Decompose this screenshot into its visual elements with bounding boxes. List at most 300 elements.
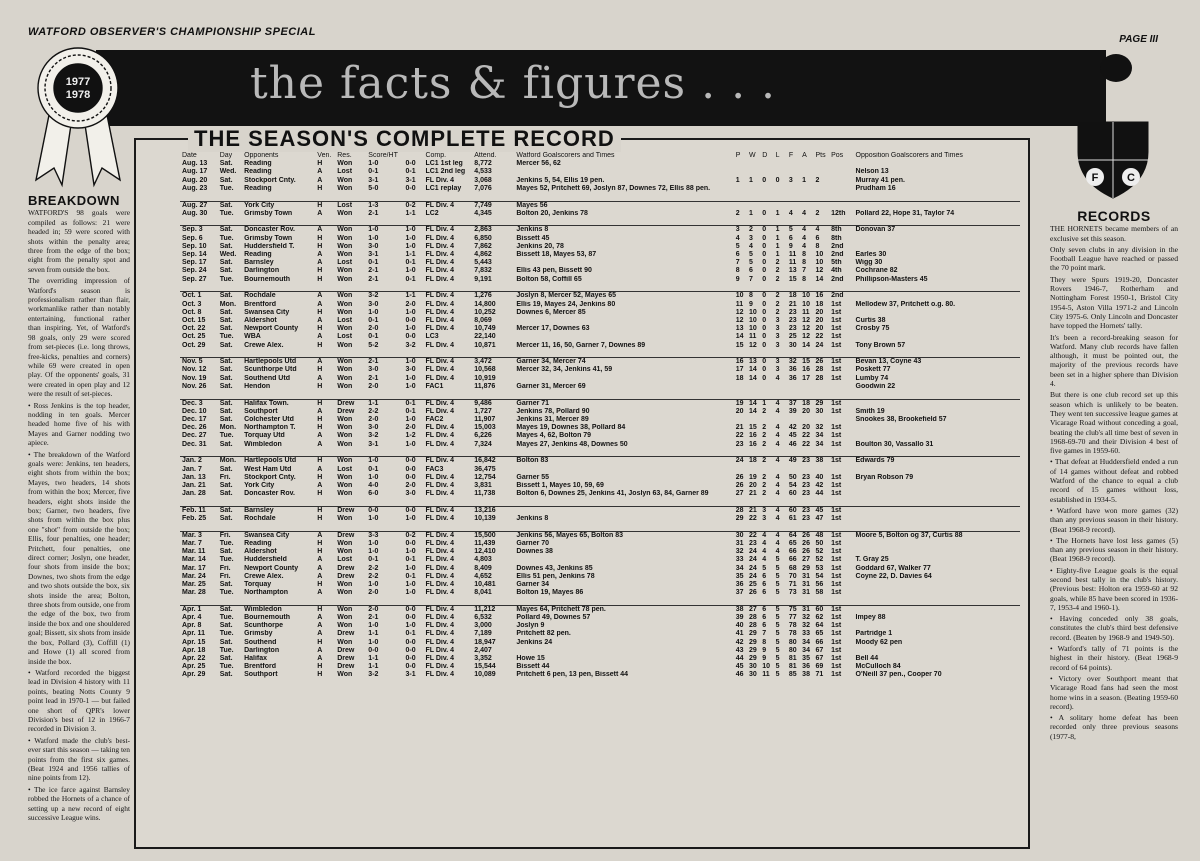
table-cell: 5 [775,614,780,622]
table-cell [800,185,813,193]
table-cell: Won [337,638,353,646]
table-cell: 78 [788,622,797,630]
table-cell: 27 [748,605,757,613]
table-cell: 2-2 [368,572,379,580]
table-cell: 0-0 [405,160,416,168]
table-cell: FL Div. 4 [425,374,454,382]
table-cell: T. Gray 25 [855,556,889,564]
table-cell: 5-2 [368,341,379,349]
table-cell: 28 [735,506,744,514]
table-cell: 4 [762,539,767,547]
table-cell: 3-2 [368,292,379,300]
table-cell: FL Div. 4 [425,671,454,679]
table-cell: Aug. 30 [182,209,208,217]
table-cell: FL Div. 4 [425,531,454,539]
table-cell: Bissett 45 [516,234,550,242]
table-cell: 3 [775,325,780,333]
table-cell: 1st [831,580,842,588]
table-cell: 10 [748,316,757,324]
table-cell: 5 [775,605,780,613]
table-cell: 3-1 [368,440,379,448]
table-cell: 2nd [831,275,844,283]
table-cell: 2 [815,176,820,184]
table-cell: A [317,292,323,300]
table-cell: Huddersfield [244,556,287,564]
table-cell: 11 [735,300,744,308]
table-cell: A [317,358,323,366]
table-row [180,160,1020,168]
table-cell: 42 [735,638,744,646]
table-cell: FL Div. 4 [425,234,454,242]
table-cell: FL Div. 4 [425,399,454,407]
table-cell: FAC2 [425,415,444,423]
table-cell: Won [337,358,353,366]
table-cell: 47 [815,515,824,523]
table-cell: 0-0 [405,663,416,671]
table-cell: 6 [748,267,753,275]
table-cell: 2 [762,440,767,448]
table-cell: 16 [748,432,757,440]
table-cell: Oct. 3 [182,300,202,308]
table-row [180,235,1020,243]
table-cell: 10 [802,300,810,308]
table-cell [760,383,773,391]
records-paragraph: • That defeat at Huddersfield ended a run of 14 games without defeat and robbed Watford of the chance to equal a club record of 15 games without loss, established in 1934-5. [1050,457,1178,504]
table-cell: 8 [802,251,807,259]
table-cell: Reading [244,539,272,547]
table-cell: 85 [788,671,797,679]
table-cell: Bolton 19, Mayes 86 [516,589,584,597]
table-cell: 1-0 [368,308,379,316]
rosette-icon [28,40,128,190]
table-cell: 11 [748,333,757,341]
table-cell: 4 [775,457,780,465]
table-cell: FL Div. 4 [425,325,454,333]
table-cell: 67 [815,655,824,663]
table-cell: 41 [735,630,744,638]
records-heading: RECORDS [1077,208,1151,224]
table-cell: 8,041 [474,589,492,597]
table-cell: 1st [831,407,842,415]
table-cell: 4 [802,209,807,217]
table-cell: A [317,259,323,267]
table-cell: Southport [244,671,278,679]
table-cell: 4 [775,490,780,498]
table-cell: 0-1 [368,259,379,267]
table-cell: 2-0 [368,589,379,597]
table-row [180,416,1020,424]
table-cell: A [317,251,323,259]
column-header: Pts [815,152,826,159]
table-cell: 2-0 [368,325,379,333]
table-cell: Northampton [244,589,289,597]
month-divider [180,193,1020,201]
table-cell [514,259,733,267]
table-cell: Hartlepools Utd [244,358,297,366]
table-cell: 5,443 [474,259,492,267]
table-cell: H [317,457,323,465]
table-cell: 3 [748,234,753,242]
table-cell: 1-0 [368,473,379,481]
table-cell: Sat. [219,580,233,588]
table-cell [854,581,1020,589]
table-cell: Snookes 38, Brookefield 57 [855,415,947,423]
table-cell: 8 [748,292,753,300]
table-cell [760,185,773,193]
table-cell [760,466,773,474]
table-cell: 13,216 [474,506,496,514]
table-cell: FL Div. 4 [425,506,454,514]
table-cell: 15,003 [474,424,496,432]
table-row [180,259,1020,267]
table-cell: 20 [735,407,744,415]
table-cell: 4 [775,432,780,440]
table-cell: 2 [735,209,740,217]
table-cell: Aldershot [244,548,277,556]
table-cell: 4 [802,242,807,250]
table-cell: 5 [775,564,780,572]
table-cell: Aug. 17 [182,168,208,176]
table-cell: 29 [802,564,810,572]
table-row [180,614,1020,622]
club-crest-icon [1070,52,1156,202]
table-cell: 2-1 [368,209,379,217]
table-cell: Sat. [219,490,233,498]
table-cell: 23 [802,490,810,498]
table-cell: 81 [788,663,797,671]
table-cell: Pollard 49, Downes 57 [516,614,591,622]
records-paragraph: Only seven clubs in any division in the Football League have reached or passed the 70 point mark. [1050,244,1178,273]
table-cell: 8th [831,226,842,234]
table-cell: 3-0 [368,366,379,374]
table-cell: 4 [775,515,780,523]
table-cell: Nov. 19 [182,374,207,382]
table-cell: 22 [802,432,810,440]
table-cell: 0-2 [405,201,416,209]
table-cell: 29 [748,638,757,646]
table-cell: 28 [815,374,824,382]
table-cell: 18 [815,300,824,308]
table-cell: 4,533 [474,168,492,176]
table-cell: 10,919 [474,374,496,382]
table-cell: 7,832 [474,267,492,275]
table-cell: 26 [802,531,810,539]
table-cell: 60 [815,605,824,613]
table-cell: 12,754 [474,473,496,481]
table-cell: Wimbledon [244,605,282,613]
table-cell: Dec. 3 [182,399,203,407]
table-cell: 1-0 [405,589,416,597]
table-cell: Tue. [219,630,234,638]
table-cell: 34 [815,440,824,448]
table-cell: 65 [788,539,797,547]
table-cell: Reading [244,251,272,259]
table-cell: 0-0 [405,316,416,324]
table-cell: 10 [762,663,771,671]
table-row [180,531,1020,540]
table-cell: 54 [788,481,797,489]
table-cell: 6 [762,572,767,580]
table-cell: Scunthorpe [244,622,283,630]
table-cell: 2 [762,473,767,481]
table-cell: 3,831 [474,481,492,489]
table-cell: Sep. 6 [182,234,203,242]
table-cell: 5 [775,589,780,597]
table-cell: 23 [788,316,797,324]
table-cell [800,168,813,176]
table-cell: FL Div. 4 [425,424,454,432]
table-cell: 3-0 [368,242,379,250]
table-cell: 22 [748,515,757,523]
table-cell: 0-1 [405,407,416,415]
table-cell: Howe 15 [516,655,545,663]
table-cell: 11,212 [474,605,496,613]
breakdown-paragraph: • Ross Jenkins is the top header, nodding in ten goals. Mercer headed home five of his with Mayes and Garner nodding two apiece. [28,400,130,448]
table-cell: 2,407 [474,646,492,654]
table-cell: LC1 1st leg [425,160,463,168]
table-cell: 9 [762,646,767,654]
table-cell: 1st [831,605,842,613]
table-cell: Tue. [219,432,234,440]
table-cell: 1st [831,432,842,440]
table-cell: 1-3 [368,201,379,209]
column-header: Comp. [425,152,447,159]
table-cell: Nov. 12 [182,366,207,374]
table-cell [760,160,773,168]
table-cell: Sat. [219,440,233,448]
table-cell: 3-0 [368,300,379,308]
table-cell: 1st [831,622,842,630]
table-cell: Brentford [244,300,276,308]
table-cell: 5th [831,259,842,267]
table-cell: FL Div. 4 [425,226,454,234]
table-cell: Sat. [219,267,233,275]
table-cell: 60 [788,490,797,498]
table-cell: 8th [831,234,842,242]
table-cell [854,201,1020,210]
breakdown-paragraph: • Watford recorded the biggest lead in Division 4 history with 11 points, beating Notts County 9 point lead in 1970-1 — but failed one short of QPR's lower Division's best of 12 in 1966-7 recorded in Division 3. [28,667,130,734]
table-cell: 35 [735,572,744,580]
table-cell: 2 [762,432,767,440]
table-cell: Won [337,605,353,613]
table-cell: H [317,424,323,432]
table-cell: 0-0 [405,333,416,341]
table-cell: A [317,622,323,630]
table-cell: 1-0 [368,515,379,523]
table-cell: Nov. 5 [182,358,203,366]
table-cell: Barnsley [244,259,274,267]
table-cell [813,185,829,193]
column-header: Pos [831,152,844,159]
table-row [180,655,1020,663]
table-cell: 10 [802,292,810,300]
table-cell: 2 [775,308,780,316]
table-cell: 38 [802,671,810,679]
table-cell [800,383,813,391]
table-cell: 0 [762,292,767,300]
table-cell: H [317,490,323,498]
table-cell: 2 [775,292,780,300]
table-cell: Won [337,160,353,168]
table-cell: 2-0 [405,300,416,308]
table-cell: 3 [788,176,793,184]
table-cell: 1 [735,176,740,184]
table-cell: Jan. 21 [182,481,206,489]
table-cell: Won [337,424,353,432]
table-cell: Boulton 30, Vassallo 31 [855,440,934,448]
table-cell: 0 [762,226,767,234]
table-cell: 34 [735,564,744,572]
table-cell: 24 [815,341,824,349]
table-row [180,556,1020,564]
table-cell: 23 [802,515,810,523]
table-cell: 1st [831,655,842,663]
table-cell: Drew [337,655,355,663]
table-cell: Mar. 24 [182,572,206,580]
breakdown-paragraph: WATFORD'S 98 goals were compiled as follows: 21 were headed in; 59 were scored with shots within the penalty area; three from the edge of the box; eight from the penalty spot and seven from outside the box. [28,208,130,274]
table-cell [854,548,1020,556]
table-cell: 1 [748,209,753,217]
table-cell: Sat. [219,671,233,679]
table-cell: 14 [815,275,824,283]
table-cell: 1st [831,300,842,308]
table-cell: Colchester Utd [244,415,294,423]
table-row [180,663,1020,671]
table-cell: Halifax [244,655,268,663]
table-cell: H [317,308,323,316]
table-cell: Pritchett 6 pen, 13 pen, Bissett 44 [516,671,629,679]
table-cell: 30 [815,407,824,415]
table-cell: 22,140 [474,333,496,341]
table-cell: FL Div. 4 [425,646,454,654]
table-cell: 1-0 [368,580,379,588]
table-cell: 34 [802,638,810,646]
table-cell: Won [337,457,353,465]
table-row [180,548,1020,556]
table-cell: A [317,481,323,489]
table-cell: 24 [735,457,744,465]
table-cell: 4 [775,506,780,514]
table-cell: Mayes 64, Pritchett 78 pen. [516,605,606,613]
table-cell [514,506,733,515]
table-cell: 15,544 [474,663,496,671]
table-cell: 12 [802,333,810,341]
table-cell: Sat. [219,548,233,556]
table-cell: FL Div. 4 [425,473,454,481]
table-cell: Apr. 11 [182,630,205,638]
table-cell: 1st [831,630,842,638]
table-cell: 1-0 [405,382,416,390]
table-cell: 0-1 [405,399,416,407]
table-cell: Won [337,176,353,184]
table-cell [787,160,800,168]
table-cell: Sat. [219,201,233,209]
table-cell: Nelson 13 [855,168,889,176]
table-cell: 18 [788,292,797,300]
table-cell: Sep. 27 [182,275,207,283]
table-cell: 1st [831,333,842,341]
month-divider [180,218,1020,226]
table-cell: A [317,646,323,654]
table-cell [829,160,853,168]
table-cell: 1st [831,374,842,382]
table-cell: 0 [762,242,767,250]
table-cell: 0-0 [405,638,416,646]
table-cell: 1st [831,308,842,316]
table-cell: 6 [762,614,767,622]
table-cell: 15 [788,275,797,283]
table-cell [787,168,800,176]
table-cell: 12 [748,341,757,349]
table-cell: 36 [802,663,810,671]
table-cell: 3-1 [405,671,416,679]
table-cell: 4 [775,531,780,539]
table-cell: 10,481 [474,580,496,588]
table-cell: 49 [788,457,797,465]
table-cell [813,383,829,391]
table-cell: 2-1 [368,358,379,366]
table-row [180,408,1020,416]
table-cell: 4 [762,556,767,564]
table-cell: H [317,325,323,333]
table-cell: A [317,374,323,382]
table-cell: Downes 43, Jenkins 85 [516,564,593,572]
table-cell: 1-0 [368,548,379,556]
table-cell: FL Div. 4 [425,622,454,630]
table-cell: 0-2 [405,531,416,539]
table-cell: 1st [831,424,842,432]
table-cell: Sat. [219,292,233,300]
table-cell: A [317,333,323,341]
table-cell: 4-0 [368,481,379,489]
table-cell [774,168,787,176]
table-cell: 65 [815,630,824,638]
table-cell: H [317,341,323,349]
table-cell [747,466,760,474]
table-cell: Feb. 25 [182,515,207,523]
table-cell: 29 [735,515,744,523]
table-cell: Garner 34 [516,580,550,588]
table-cell [760,201,773,210]
table-cell: Pollard 22, Hope 31, Taylor 74 [855,209,955,217]
table-cell: Won [337,539,353,547]
table-cell: H [317,242,323,250]
table-cell: Apr. 8 [182,622,202,630]
table-row [180,177,1020,185]
table-cell: Phillipson-Masters 45 [855,275,928,283]
table-cell: 15 [735,341,744,349]
table-cell: Barnsley [244,506,274,514]
table-cell: 9,191 [474,275,492,283]
table-row [180,605,1020,614]
table-cell: 10 [735,292,744,300]
banner-title: the facts & figures . . . [250,58,777,109]
table-cell: A [317,300,323,308]
table-cell: Halifax Town. [244,399,289,407]
table-cell [829,466,853,474]
table-cell: 15 [748,424,757,432]
table-cell: Sat. [219,465,233,473]
table-cell: LC3 [425,333,439,341]
table-cell: 3,000 [474,622,492,630]
table-cell: 19 [735,399,744,407]
table-row [180,457,1020,466]
table-cell: 14 [748,374,757,382]
table-cell: Drew [337,407,355,415]
table-cell: 3-0 [368,424,379,432]
table-cell: 23 [788,308,797,316]
table-cell: 31 [802,580,810,588]
